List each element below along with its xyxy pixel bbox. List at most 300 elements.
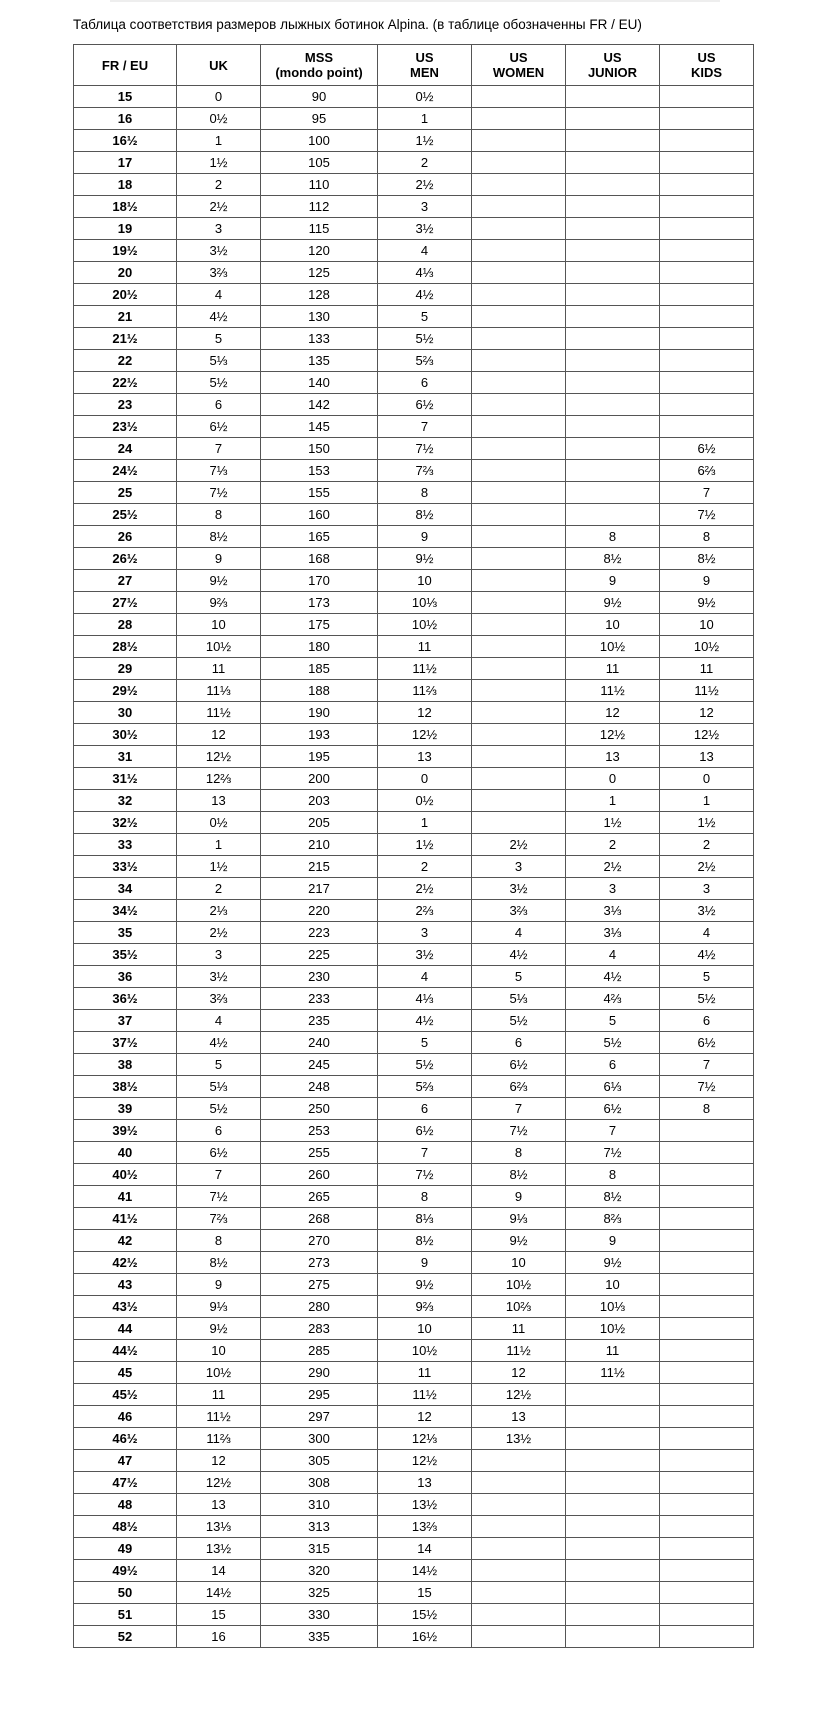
table-row [74,1142,754,1164]
cell-us-women [472,240,566,262]
cell-fr-eu: 49 [74,1538,177,1560]
cell-mss: 112 [261,196,378,218]
cell-us-men: 9⅔ [378,1296,472,1318]
cell-uk: 14 [177,1560,261,1582]
cell-us-junior: 11½ [566,680,660,702]
cell-us-women [472,460,566,482]
cell-fr-eu: 25½ [74,504,177,526]
table-caption: Таблица соответствия размеров лыжных ботинок Alpina. (в таблице обозначенны FR / EU) [73,17,642,32]
cell-mss: 215 [261,856,378,878]
cell-us-kids: 2 [660,834,754,856]
cell-fr-eu: 51 [74,1604,177,1626]
cell-us-men: 3½ [378,944,472,966]
cell-uk: 1½ [177,152,261,174]
size-conversion-table [73,44,754,1648]
cell-us-men: 0½ [378,790,472,812]
cell-mss: 313 [261,1516,378,1538]
table-row [74,1186,754,1208]
cell-us-junior: 9½ [566,1252,660,1274]
cell-us-women: 9½ [472,1230,566,1252]
cell-us-junior: 11½ [566,1362,660,1384]
cell-uk: 5½ [177,1098,261,1120]
header-us-kids-line1: US [697,50,716,65]
cell-us-kids: 9½ [660,592,754,614]
cell-mss: 308 [261,1472,378,1494]
cell-us-men: 7 [378,416,472,438]
cell-uk: 8 [177,1230,261,1252]
cell-us-kids: 6½ [660,1032,754,1054]
cell-us-kids [660,1164,754,1186]
cell-us-men: 13½ [378,1494,472,1516]
cell-us-kids [660,1230,754,1252]
cell-us-women: 4½ [472,944,566,966]
cell-us-women [472,1582,566,1604]
cell-us-men: 6½ [378,1120,472,1142]
cell-us-kids [660,1450,754,1472]
cell-us-junior [566,1582,660,1604]
cell-us-junior [566,350,660,372]
cell-us-kids [660,174,754,196]
table-row [74,592,754,614]
cell-us-women: 11½ [472,1340,566,1362]
cell-us-junior [566,306,660,328]
cell-us-junior: 3 [566,878,660,900]
table-row [74,614,754,636]
cell-us-women: 6⅔ [472,1076,566,1098]
cell-us-women [472,658,566,680]
cell-fr-eu: 33 [74,834,177,856]
table-row [74,724,754,746]
cell-us-junior: 10 [566,1274,660,1296]
cell-fr-eu: 33½ [74,856,177,878]
cell-uk: 14½ [177,1582,261,1604]
cell-us-kids: 3 [660,878,754,900]
cell-us-kids [660,1340,754,1362]
cell-us-junior [566,1494,660,1516]
cell-us-kids [660,1120,754,1142]
cell-uk: 5½ [177,372,261,394]
cell-mss: 335 [261,1626,378,1648]
cell-fr-eu: 45 [74,1362,177,1384]
table-row [74,1406,754,1428]
cell-us-women: 5½ [472,1010,566,1032]
cell-fr-eu: 36½ [74,988,177,1010]
cell-us-women: 5⅓ [472,988,566,1010]
cell-uk: 6½ [177,416,261,438]
cell-us-junior [566,1472,660,1494]
cell-us-junior [566,1406,660,1428]
cell-fr-eu: 20½ [74,284,177,306]
cell-mss: 160 [261,504,378,526]
cell-us-junior: 4⅔ [566,988,660,1010]
cell-us-kids [660,328,754,350]
cell-uk: 12½ [177,1472,261,1494]
cell-fr-eu: 38 [74,1054,177,1076]
cell-uk: 3 [177,218,261,240]
cell-mss: 170 [261,570,378,592]
cell-us-kids [660,1186,754,1208]
cell-us-women: 12 [472,1362,566,1384]
cell-us-junior [566,218,660,240]
cell-us-men: 10½ [378,614,472,636]
cell-us-men: 10 [378,1318,472,1340]
cell-us-junior: 1 [566,790,660,812]
cell-us-junior [566,1538,660,1560]
cell-fr-eu: 39½ [74,1120,177,1142]
cell-uk: 4 [177,284,261,306]
cell-us-men: 1½ [378,834,472,856]
cell-mss: 240 [261,1032,378,1054]
cell-us-women [472,614,566,636]
cell-uk: 6 [177,394,261,416]
cell-us-kids [660,1626,754,1648]
cell-us-junior: 2½ [566,856,660,878]
cell-us-kids: 7 [660,482,754,504]
cell-fr-eu: 46 [74,1406,177,1428]
table-row [74,1494,754,1516]
cell-mss: 173 [261,592,378,614]
cell-mss: 95 [261,108,378,130]
cell-us-men: 7½ [378,438,472,460]
cell-fr-eu: 27 [74,570,177,592]
cell-us-men: 2⅔ [378,900,472,922]
cell-uk: 10 [177,1340,261,1362]
cell-us-women [472,372,566,394]
cell-mss: 248 [261,1076,378,1098]
cell-uk: 0 [177,86,261,108]
cell-us-women [472,1450,566,1472]
cell-us-junior: 3⅓ [566,900,660,922]
table-row [74,218,754,240]
cell-us-junior [566,108,660,130]
cell-us-women: 13½ [472,1428,566,1450]
cell-us-men: 7½ [378,1164,472,1186]
table-row [74,1472,754,1494]
cell-us-kids [660,1296,754,1318]
table-row [74,1516,754,1538]
cell-us-junior [566,86,660,108]
cell-us-kids: 12½ [660,724,754,746]
table-row [74,1098,754,1120]
cell-us-men: 6½ [378,394,472,416]
cell-mss: 195 [261,746,378,768]
cell-us-kids [660,262,754,284]
cell-fr-eu: 40½ [74,1164,177,1186]
table-row [74,1296,754,1318]
cell-us-men: 12½ [378,1450,472,1472]
cell-us-men: 5 [378,306,472,328]
cell-uk: 0½ [177,812,261,834]
cell-us-women [472,130,566,152]
table-row [74,636,754,658]
cell-us-kids [660,1274,754,1296]
table-row [74,1362,754,1384]
cell-uk: 9½ [177,1318,261,1340]
cell-uk: 4 [177,1010,261,1032]
cell-us-kids: 12 [660,702,754,724]
cell-uk: 9⅓ [177,1296,261,1318]
cell-fr-eu: 23½ [74,416,177,438]
cell-mss: 310 [261,1494,378,1516]
cell-us-women [472,438,566,460]
cell-uk: 2 [177,174,261,196]
cell-mss: 275 [261,1274,378,1296]
cell-uk: 10 [177,614,261,636]
cell-fr-eu: 34½ [74,900,177,922]
cell-mss: 230 [261,966,378,988]
cell-fr-eu: 41½ [74,1208,177,1230]
cell-uk: 8 [177,504,261,526]
cell-mss: 130 [261,306,378,328]
cell-us-junior [566,1604,660,1626]
cell-us-kids [660,130,754,152]
cell-us-kids: 6⅔ [660,460,754,482]
cell-us-kids: 8 [660,1098,754,1120]
cell-mss: 220 [261,900,378,922]
cell-uk: 13⅓ [177,1516,261,1538]
cell-us-men: 11⅔ [378,680,472,702]
cell-mss: 253 [261,1120,378,1142]
cell-mss: 223 [261,922,378,944]
cell-us-women [472,592,566,614]
table-row [74,856,754,878]
table-row [74,1384,754,1406]
table-row [74,900,754,922]
cell-us-junior [566,130,660,152]
cell-us-kids [660,152,754,174]
cell-us-women: 6½ [472,1054,566,1076]
table-row [74,1538,754,1560]
cell-uk: 12 [177,724,261,746]
cell-uk: 8½ [177,1252,261,1274]
cell-us-junior [566,438,660,460]
cell-uk: 10½ [177,1362,261,1384]
cell-mss: 142 [261,394,378,416]
cell-us-women: 10⅔ [472,1296,566,1318]
table-row [74,130,754,152]
cell-us-men: 14 [378,1538,472,1560]
cell-us-kids [660,1318,754,1340]
cell-us-women [472,504,566,526]
cell-us-kids: 6½ [660,438,754,460]
cell-fr-eu: 36 [74,966,177,988]
cell-us-women [472,262,566,284]
cell-us-kids [660,350,754,372]
cell-mss: 300 [261,1428,378,1450]
cell-us-kids [660,306,754,328]
cell-us-junior [566,460,660,482]
cell-uk: 6 [177,1120,261,1142]
cell-us-junior: 8 [566,526,660,548]
header-fr-eu [74,45,177,86]
cell-mss: 153 [261,460,378,482]
header-row [74,45,754,86]
header-fr-eu-label: FR / EU [101,57,149,73]
cell-us-kids [660,240,754,262]
table-row [74,328,754,350]
cell-us-kids [660,416,754,438]
cell-uk: 11 [177,658,261,680]
cell-us-men: 4½ [378,284,472,306]
cell-uk: 7⅓ [177,460,261,482]
cell-mss: 120 [261,240,378,262]
cell-us-men: 15 [378,1582,472,1604]
table-row [74,658,754,680]
cell-uk: 7⅔ [177,1208,261,1230]
cell-mss: 205 [261,812,378,834]
cell-fr-eu: 16½ [74,130,177,152]
table-row [74,1560,754,1582]
header-mss-line2: (mondo point) [275,65,363,80]
cell-us-junior: 2 [566,834,660,856]
cell-us-kids: 9 [660,570,754,592]
cell-uk: 12½ [177,746,261,768]
cell-fr-eu: 43 [74,1274,177,1296]
cell-us-women [472,350,566,372]
table-row [74,152,754,174]
table-row [74,174,754,196]
table-row [74,1010,754,1032]
header-uk [177,45,261,86]
cell-us-men: 5⅔ [378,1076,472,1098]
cell-us-junior: 8⅔ [566,1208,660,1230]
cell-fr-eu: 32 [74,790,177,812]
cell-us-women: 4 [472,922,566,944]
cell-us-kids [660,1252,754,1274]
cell-fr-eu: 19 [74,218,177,240]
cell-mss: 320 [261,1560,378,1582]
cell-us-kids [660,284,754,306]
cell-us-men: 5⅔ [378,350,472,372]
cell-us-junior: 3⅓ [566,922,660,944]
cell-us-junior: 6 [566,1054,660,1076]
table-row [74,1450,754,1472]
cell-us-men: 8 [378,482,472,504]
cell-us-kids [660,1362,754,1384]
table-row [74,878,754,900]
cell-mss: 270 [261,1230,378,1252]
cell-fr-eu: 26 [74,526,177,548]
cell-us-kids: 7½ [660,504,754,526]
cell-us-women: 8½ [472,1164,566,1186]
cell-us-men: 2 [378,152,472,174]
cell-uk: 5⅓ [177,350,261,372]
cell-mss: 110 [261,174,378,196]
cell-fr-eu: 23 [74,394,177,416]
cell-us-kids [660,1472,754,1494]
table-row [74,372,754,394]
cell-mss: 290 [261,1362,378,1384]
cell-mss: 188 [261,680,378,702]
cell-us-kids [660,1494,754,1516]
cell-us-women [472,724,566,746]
header-us-men-line1: US [415,50,434,65]
cell-fr-eu: 18 [74,174,177,196]
cell-us-junior: 12½ [566,724,660,746]
cell-mss: 305 [261,1450,378,1472]
cell-us-men: 0½ [378,86,472,108]
cell-us-kids [660,372,754,394]
cell-us-junior: 10 [566,614,660,636]
cell-us-women [472,570,566,592]
cell-fr-eu: 25 [74,482,177,504]
cell-us-men: 2 [378,856,472,878]
table-row [74,1054,754,1076]
cell-us-kids [660,1516,754,1538]
cell-mss: 90 [261,86,378,108]
cell-us-women: 10 [472,1252,566,1274]
cell-us-men: 4 [378,240,472,262]
cell-us-women [472,812,566,834]
cell-us-kids: 5 [660,966,754,988]
table-header [74,45,754,86]
cell-uk: 12 [177,1450,261,1472]
cell-us-junior [566,1626,660,1648]
cell-us-men: 10½ [378,1340,472,1362]
cell-mss: 140 [261,372,378,394]
cell-us-junior: 5 [566,1010,660,1032]
header-us-junior-line2: JUNIOR [587,65,638,80]
cell-fr-eu: 20 [74,262,177,284]
cell-fr-eu: 47 [74,1450,177,1472]
cell-us-kids: 8½ [660,548,754,570]
cell-uk: 1 [177,834,261,856]
cell-uk: 7½ [177,482,261,504]
cell-us-women: 3⅔ [472,900,566,922]
cell-us-women [472,1560,566,1582]
table-row [74,966,754,988]
cell-uk: 10½ [177,636,261,658]
cell-mss: 150 [261,438,378,460]
cell-us-junior [566,504,660,526]
cell-mss: 193 [261,724,378,746]
cell-us-junior: 10½ [566,636,660,658]
cell-us-kids [660,1538,754,1560]
cell-us-men: 6 [378,372,472,394]
cell-us-women [472,548,566,570]
table-row [74,240,754,262]
cell-us-men: 7⅔ [378,460,472,482]
table-row [74,1076,754,1098]
cell-us-men: 7 [378,1142,472,1164]
cell-us-men: 4⅓ [378,988,472,1010]
cell-fr-eu: 17 [74,152,177,174]
cell-fr-eu: 24 [74,438,177,460]
cell-mss: 200 [261,768,378,790]
cell-us-women [472,1604,566,1626]
table-row [74,680,754,702]
cell-us-men: 12½ [378,724,472,746]
cell-us-junior: 9½ [566,592,660,614]
cell-us-women: 9⅓ [472,1208,566,1230]
cell-us-women [472,636,566,658]
cell-uk: 11 [177,1384,261,1406]
cell-us-women: 5 [472,966,566,988]
table-row [74,350,754,372]
cell-us-men: 5 [378,1032,472,1054]
cell-mss: 260 [261,1164,378,1186]
cell-fr-eu: 29 [74,658,177,680]
cell-uk: 9⅔ [177,592,261,614]
cell-mss: 135 [261,350,378,372]
cell-us-kids: 0 [660,768,754,790]
cell-fr-eu: 41 [74,1186,177,1208]
cell-fr-eu: 31 [74,746,177,768]
cell-us-junior: 10½ [566,1318,660,1340]
cell-us-women [472,1472,566,1494]
cell-us-kids: 4½ [660,944,754,966]
table-row [74,1120,754,1142]
